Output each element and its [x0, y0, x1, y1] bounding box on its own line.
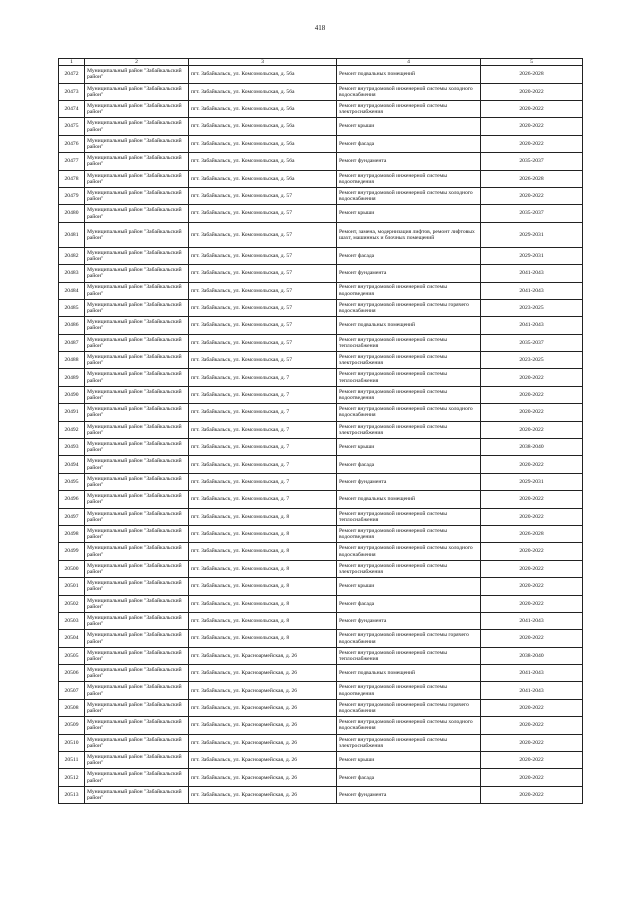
period-cell: 2020-2022 [481, 135, 583, 152]
municipality-cell: Муниципальный район "Забайкальский район" [85, 630, 189, 647]
work-type-cell: Ремонт внутридомовой инженерной системы горячего водоснабжения [337, 699, 481, 716]
address-cell: пгт. Забайкальск, ул. Комсомольская, д. 8 [189, 595, 337, 612]
period-cell: 2020-2022 [481, 421, 583, 438]
period-cell: 2020-2022 [481, 699, 583, 716]
address-cell: пгт. Забайкальск, ул. Комсомольская, д. 57 [189, 334, 337, 351]
period-cell: 2029-2031 [481, 247, 583, 264]
municipality-cell: Муниципальный район "Забайкальский район" [85, 222, 189, 247]
period-cell: 2020-2022 [481, 595, 583, 612]
record-number-cell: 20490 [59, 386, 85, 403]
address-cell: пгт. Забайкальск, ул. Комсомольская, д. 56а [189, 153, 337, 170]
period-cell: 2020-2022 [481, 752, 583, 769]
municipality-cell: Муниципальный район "Забайкальский район" [85, 153, 189, 170]
municipality-cell: Муниципальный район "Забайкальский район" [85, 282, 189, 299]
municipality-cell: Муниципальный район "Забайкальский район" [85, 543, 189, 560]
address-cell: пгт. Забайкальск, ул. Комсомольская, д. 56а [189, 135, 337, 152]
record-number-cell: 20486 [59, 317, 85, 334]
address-cell: пгт. Забайкальск, ул. Комсомольская, д. 57 [189, 299, 337, 316]
municipality-cell: Муниципальный район "Забайкальский район" [85, 83, 189, 100]
work-type-cell: Ремонт фасада [337, 456, 481, 473]
table-row [59, 66, 583, 83]
period-cell: 2041-2043 [481, 682, 583, 699]
municipality-cell: Муниципальный район "Забайкальский район" [85, 682, 189, 699]
municipality-cell: Муниципальный район "Забайкальский район" [85, 665, 189, 682]
address-cell: пгт. Забайкальск, ул. Комсомольская, д. 57 [189, 282, 337, 299]
work-type-cell: Ремонт фасада [337, 769, 481, 786]
record-number-cell: 20482 [59, 247, 85, 264]
municipality-cell: Муниципальный район "Забайкальский район" [85, 135, 189, 152]
work-type-cell: Ремонт внутридомовой инженерной системы водоотведения [337, 682, 481, 699]
record-number-cell: 20476 [59, 135, 85, 152]
work-type-cell: Ремонт внутридомовой инженерной системы холодного водоснабжения [337, 83, 481, 100]
address-cell: пгт. Забайкальск, ул. Комсомольская, д. 57 [189, 265, 337, 282]
municipality-cell: Муниципальный район "Забайкальский район" [85, 170, 189, 187]
table-row [59, 769, 583, 786]
municipality-cell: Муниципальный район "Забайкальский район" [85, 421, 189, 438]
table-row [59, 525, 583, 542]
municipality-cell: Муниципальный район "Забайкальский район" [85, 769, 189, 786]
table-row [59, 560, 583, 577]
period-cell: 2020-2022 [481, 187, 583, 204]
work-type-cell: Ремонт фасада [337, 247, 481, 264]
municipality-cell: Муниципальный район "Забайкальский район" [85, 205, 189, 222]
address-cell: пгт. Забайкальск, ул. Комсомольская, д. 7 [189, 439, 337, 456]
period-cell: 2026-2028 [481, 170, 583, 187]
record-number-cell: 20501 [59, 578, 85, 595]
municipality-cell: Муниципальный район "Забайкальский район" [85, 369, 189, 386]
municipality-cell: Муниципальный район "Забайкальский район" [85, 334, 189, 351]
table-row [59, 404, 583, 421]
work-type-cell: Ремонт фундамента [337, 786, 481, 803]
work-type-cell: Ремонт внутридомовой инженерной системы холодного водоснабжения [337, 187, 481, 204]
table-row [59, 630, 583, 647]
table-row [59, 100, 583, 117]
record-number-cell: 20477 [59, 153, 85, 170]
period-cell: 2041-2043 [481, 612, 583, 629]
municipality-cell: Муниципальный район "Забайкальский район" [85, 456, 189, 473]
period-cell: 2020-2022 [481, 491, 583, 508]
record-number-cell: 20491 [59, 404, 85, 421]
address-cell: пгт. Забайкальск, ул. Комсомольская, д. 56а [189, 66, 337, 83]
record-number-cell: 20511 [59, 752, 85, 769]
period-cell: 2020-2022 [481, 769, 583, 786]
period-cell: 2035-2037 [481, 205, 583, 222]
record-number-cell: 20474 [59, 100, 85, 117]
record-number-cell: 20488 [59, 352, 85, 369]
table-row [59, 717, 583, 734]
period-cell: 2020-2022 [481, 456, 583, 473]
table-row [59, 334, 583, 351]
record-number-cell: 20478 [59, 170, 85, 187]
column-header: 1 [59, 59, 85, 66]
record-number-cell: 20499 [59, 543, 85, 560]
address-cell: пгт. Забайкальск, ул. Комсомольская, д. 7 [189, 473, 337, 490]
table-row [59, 135, 583, 152]
table-row [59, 439, 583, 456]
table-row [59, 317, 583, 334]
record-number-cell: 20500 [59, 560, 85, 577]
period-cell: 2035-2037 [481, 334, 583, 351]
period-cell: 2029-2031 [481, 222, 583, 247]
column-header: 5 [481, 59, 583, 66]
municipality-cell: Муниципальный район "Забайкальский район" [85, 66, 189, 83]
work-type-cell: Ремонт фасада [337, 135, 481, 152]
table-row [59, 647, 583, 664]
municipality-cell: Муниципальный район "Забайкальский район" [85, 118, 189, 135]
record-number-cell: 20495 [59, 473, 85, 490]
period-cell: 2041-2043 [481, 317, 583, 334]
address-cell: пгт. Забайкальск, ул. Комсомольская, д. 8 [189, 630, 337, 647]
record-number-cell: 20479 [59, 187, 85, 204]
record-number-cell: 20489 [59, 369, 85, 386]
record-number-cell: 20493 [59, 439, 85, 456]
address-cell: пгт. Забайкальск, ул. Комсомольская, д. 56а [189, 170, 337, 187]
record-number-cell: 20494 [59, 456, 85, 473]
record-number-cell: 20503 [59, 612, 85, 629]
municipality-cell: Муниципальный район "Забайкальский район" [85, 299, 189, 316]
record-number-cell: 20480 [59, 205, 85, 222]
repair-schedule-table [58, 58, 583, 804]
record-number-cell: 20508 [59, 699, 85, 716]
work-type-cell: Ремонт внутридомовой инженерной системы электроснабжения [337, 352, 481, 369]
address-cell: пгт. Забайкальск, ул. Красноармейская, д. 26 [189, 752, 337, 769]
municipality-cell: Муниципальный район "Забайкальский район" [85, 752, 189, 769]
address-cell: пгт. Забайкальск, ул. Красноармейская, д. 26 [189, 717, 337, 734]
municipality-cell: Муниципальный район "Забайкальский район" [85, 404, 189, 421]
table-row [59, 699, 583, 716]
address-cell: пгт. Забайкальск, ул. Комсомольская, д. 7 [189, 386, 337, 403]
municipality-cell: Муниципальный район "Забайкальский район" [85, 317, 189, 334]
address-cell: пгт. Забайкальск, ул. Комсомольская, д. 8 [189, 543, 337, 560]
table-row [59, 456, 583, 473]
table-row [59, 170, 583, 187]
address-cell: пгт. Забайкальск, ул. Красноармейская, д. 26 [189, 665, 337, 682]
municipality-cell: Муниципальный район "Забайкальский район" [85, 786, 189, 803]
municipality-cell: Муниципальный район "Забайкальский район" [85, 595, 189, 612]
address-cell: пгт. Забайкальск, ул. Красноармейская, д. 26 [189, 682, 337, 699]
period-cell: 2038-2040 [481, 439, 583, 456]
municipality-cell: Муниципальный район "Забайкальский район" [85, 247, 189, 264]
work-type-cell: Ремонт внутридомовой инженерной системы теплоснабжения [337, 508, 481, 525]
work-type-cell: Ремонт фундамента [337, 265, 481, 282]
address-cell: пгт. Забайкальск, ул. Комсомольская, д. 7 [189, 491, 337, 508]
record-number-cell: 20492 [59, 421, 85, 438]
period-cell: 2020-2022 [481, 630, 583, 647]
period-cell: 2020-2022 [481, 83, 583, 100]
period-cell: 2020-2022 [481, 386, 583, 403]
table-row [59, 421, 583, 438]
table-row [59, 222, 583, 247]
address-cell: пгт. Забайкальск, ул. Комсомольская, д. 57 [189, 222, 337, 247]
period-cell: 2020-2022 [481, 543, 583, 560]
page-number: 418 [314, 24, 326, 32]
municipality-cell: Муниципальный район "Забайкальский район" [85, 734, 189, 751]
municipality-cell: Муниципальный район "Забайкальский район" [85, 560, 189, 577]
table-row [59, 473, 583, 490]
address-cell: пгт. Забайкальск, ул. Красноармейская, д. 26 [189, 769, 337, 786]
table-row [59, 369, 583, 386]
work-type-cell: Ремонт внутридомовой инженерной системы теплоснабжения [337, 369, 481, 386]
table-row [59, 508, 583, 525]
period-cell: 2020-2022 [481, 100, 583, 117]
record-number-cell: 20497 [59, 508, 85, 525]
municipality-cell: Муниципальный район "Забайкальский район" [85, 473, 189, 490]
work-type-cell: Ремонт подвальных помещений [337, 491, 481, 508]
work-type-cell: Ремонт внутридомовой инженерной системы холодного водоснабжения [337, 717, 481, 734]
record-number-cell: 20509 [59, 717, 85, 734]
work-type-cell: Ремонт внутридомовой инженерной системы холодного водоснабжения [337, 543, 481, 560]
address-cell: пгт. Забайкальск, ул. Комсомольская, д. 57 [189, 205, 337, 222]
municipality-cell: Муниципальный район "Забайкальский район" [85, 612, 189, 629]
period-cell: 2020-2022 [481, 118, 583, 135]
address-cell: пгт. Забайкальск, ул. Комсомольская, д. 7 [189, 404, 337, 421]
table-row [59, 786, 583, 803]
address-cell: пгт. Забайкальск, ул. Комсомольская, д. 7 [189, 369, 337, 386]
work-type-cell: Ремонт внутридомовой инженерной системы электроснабжения [337, 560, 481, 577]
work-type-cell: Ремонт крыши [337, 752, 481, 769]
municipality-cell: Муниципальный район "Забайкальский район" [85, 100, 189, 117]
address-cell: пгт. Забайкальск, ул. Комсомольская, д. 7 [189, 421, 337, 438]
table-row [59, 83, 583, 100]
municipality-cell: Муниципальный район "Забайкальский район" [85, 508, 189, 525]
table-row [59, 282, 583, 299]
work-type-cell: Ремонт фундамента [337, 612, 481, 629]
address-cell: пгт. Забайкальск, ул. Комсомольская, д. 8 [189, 560, 337, 577]
municipality-cell: Муниципальный район "Забайкальский район" [85, 386, 189, 403]
period-cell: 2020-2022 [481, 369, 583, 386]
work-type-cell: Ремонт внутридомовой инженерной системы теплоснабжения [337, 647, 481, 664]
record-number-cell: 20487 [59, 334, 85, 351]
column-header: 2 [85, 59, 189, 66]
table-row [59, 665, 583, 682]
municipality-cell: Муниципальный район "Забайкальский район" [85, 699, 189, 716]
address-cell: пгт. Забайкальск, ул. Комсомольская, д. 57 [189, 317, 337, 334]
period-cell: 2020-2022 [481, 717, 583, 734]
period-cell: 2020-2022 [481, 578, 583, 595]
work-type-cell: Ремонт подвальных помещений [337, 317, 481, 334]
work-type-cell: Ремонт внутридомовой инженерной системы водоотведения [337, 525, 481, 542]
municipality-cell: Муниципальный район "Забайкальский район" [85, 265, 189, 282]
table-row [59, 118, 583, 135]
work-type-cell: Ремонт, замена, модернизация лифтов, ремонт лифтовых шахт, машинных и блочных помещений [337, 222, 481, 247]
work-type-cell: Ремонт фундамента [337, 473, 481, 490]
address-cell: пгт. Забайкальск, ул. Красноармейская, д. 26 [189, 647, 337, 664]
record-number-cell: 20505 [59, 647, 85, 664]
table-row [59, 247, 583, 264]
table-body [59, 59, 583, 804]
table-row [59, 595, 583, 612]
address-cell: пгт. Забайкальск, ул. Комсомольская, д. 57 [189, 187, 337, 204]
municipality-cell: Муниципальный район "Забайкальский район" [85, 352, 189, 369]
period-cell: 2041-2043 [481, 282, 583, 299]
address-cell: пгт. Забайкальск, ул. Красноармейская, д. 26 [189, 734, 337, 751]
address-cell: пгт. Забайкальск, ул. Комсомольская, д. 8 [189, 508, 337, 525]
municipality-cell: Муниципальный район "Забайкальский район" [85, 717, 189, 734]
table-row [59, 352, 583, 369]
work-type-cell: Ремонт внутридомовой инженерной системы водоотведения [337, 170, 481, 187]
period-cell: 2041-2043 [481, 265, 583, 282]
address-cell: пгт. Забайкальск, ул. Комсомольская, д. 8 [189, 612, 337, 629]
address-cell: пгт. Забайкальск, ул. Комсомольская, д. 56а [189, 100, 337, 117]
work-type-cell: Ремонт подвальных помещений [337, 66, 481, 83]
table-row [59, 734, 583, 751]
work-type-cell: Ремонт крыши [337, 205, 481, 222]
work-type-cell: Ремонт крыши [337, 439, 481, 456]
record-number-cell: 20473 [59, 83, 85, 100]
period-cell: 2020-2022 [481, 734, 583, 751]
record-number-cell: 20507 [59, 682, 85, 699]
record-number-cell: 20475 [59, 118, 85, 135]
table-row [59, 153, 583, 170]
record-number-cell: 20472 [59, 66, 85, 83]
record-number-cell: 20506 [59, 665, 85, 682]
table-row [59, 386, 583, 403]
period-cell: 2026-2028 [481, 66, 583, 83]
record-number-cell: 20484 [59, 282, 85, 299]
municipality-cell: Муниципальный район "Забайкальский район" [85, 187, 189, 204]
table-row [59, 682, 583, 699]
table-row [59, 752, 583, 769]
period-cell: 2020-2022 [481, 404, 583, 421]
work-type-cell: Ремонт внутридомовой инженерной системы горячего водоснабжения [337, 630, 481, 647]
record-number-cell: 20498 [59, 525, 85, 542]
record-number-cell: 20485 [59, 299, 85, 316]
work-type-cell: Ремонт фундамента [337, 153, 481, 170]
record-number-cell: 20513 [59, 786, 85, 803]
work-type-cell: Ремонт внутридомовой инженерной системы водоотведения [337, 282, 481, 299]
municipality-cell: Муниципальный район "Забайкальский район" [85, 491, 189, 508]
table-row [59, 612, 583, 629]
record-number-cell: 20504 [59, 630, 85, 647]
record-number-cell: 20481 [59, 222, 85, 247]
address-cell: пгт. Забайкальск, ул. Комсомольская, д. 56а [189, 118, 337, 135]
address-cell: пгт. Забайкальск, ул. Комсомольская, д. 7 [189, 456, 337, 473]
period-cell: 2023-2025 [481, 299, 583, 316]
period-cell: 2020-2022 [481, 560, 583, 577]
address-cell: пгт. Забайкальск, ул. Комсомольская, д. 57 [189, 352, 337, 369]
work-type-cell: Ремонт внутридомовой инженерной системы электроснабжения [337, 100, 481, 117]
period-cell: 2038-2040 [481, 647, 583, 664]
municipality-cell: Муниципальный район "Забайкальский район" [85, 578, 189, 595]
work-type-cell: Ремонт внутридомовой инженерной системы холодного водоснабжения [337, 404, 481, 421]
work-type-cell: Ремонт внутридомовой инженерной системы электроснабжения [337, 734, 481, 751]
table-row [59, 491, 583, 508]
table-header-row [59, 59, 583, 66]
address-cell: пгт. Забайкальск, ул. Комсомольская, д. 56а [189, 83, 337, 100]
address-cell: пгт. Забайкальск, ул. Комсомольская, д. 8 [189, 525, 337, 542]
work-type-cell: Ремонт фасада [337, 595, 481, 612]
work-type-cell: Ремонт внутридомовой инженерной системы горячего водоснабжения [337, 299, 481, 316]
municipality-cell: Муниципальный район "Забайкальский район" [85, 525, 189, 542]
work-type-cell: Ремонт внутридомовой инженерной системы водоотведения [337, 386, 481, 403]
table-row [59, 299, 583, 316]
column-header: 3 [189, 59, 337, 66]
table-row [59, 187, 583, 204]
period-cell: 2035-2037 [481, 153, 583, 170]
table-row [59, 543, 583, 560]
address-cell: пгт. Забайкальск, ул. Комсомольская, д. 57 [189, 247, 337, 264]
period-cell: 2020-2022 [481, 786, 583, 803]
work-type-cell: Ремонт крыши [337, 578, 481, 595]
table-row [59, 265, 583, 282]
address-cell: пгт. Забайкальск, ул. Красноармейская, д. 26 [189, 699, 337, 716]
period-cell: 2041-2043 [481, 665, 583, 682]
municipality-cell: Муниципальный район "Забайкальский район" [85, 647, 189, 664]
period-cell: 2026-2028 [481, 525, 583, 542]
record-number-cell: 20502 [59, 595, 85, 612]
work-type-cell: Ремонт внутридомовой инженерной системы теплоснабжения [337, 334, 481, 351]
period-cell: 2023-2025 [481, 352, 583, 369]
address-cell: пгт. Забайкальск, ул. Комсомольская, д. 8 [189, 578, 337, 595]
work-type-cell: Ремонт крыши [337, 118, 481, 135]
table-row [59, 205, 583, 222]
work-type-cell: Ремонт подвальных помещений [337, 665, 481, 682]
work-type-cell: Ремонт внутридомовой инженерной системы электроснабжения [337, 421, 481, 438]
address-cell: пгт. Забайкальск, ул. Красноармейская, д. 26 [189, 786, 337, 803]
period-cell: 2029-2031 [481, 473, 583, 490]
column-header: 4 [337, 59, 481, 66]
record-number-cell: 20496 [59, 491, 85, 508]
record-number-cell: 20483 [59, 265, 85, 282]
table-row [59, 578, 583, 595]
municipality-cell: Муниципальный район "Забайкальский район" [85, 439, 189, 456]
record-number-cell: 20512 [59, 769, 85, 786]
record-number-cell: 20510 [59, 734, 85, 751]
period-cell: 2020-2022 [481, 508, 583, 525]
